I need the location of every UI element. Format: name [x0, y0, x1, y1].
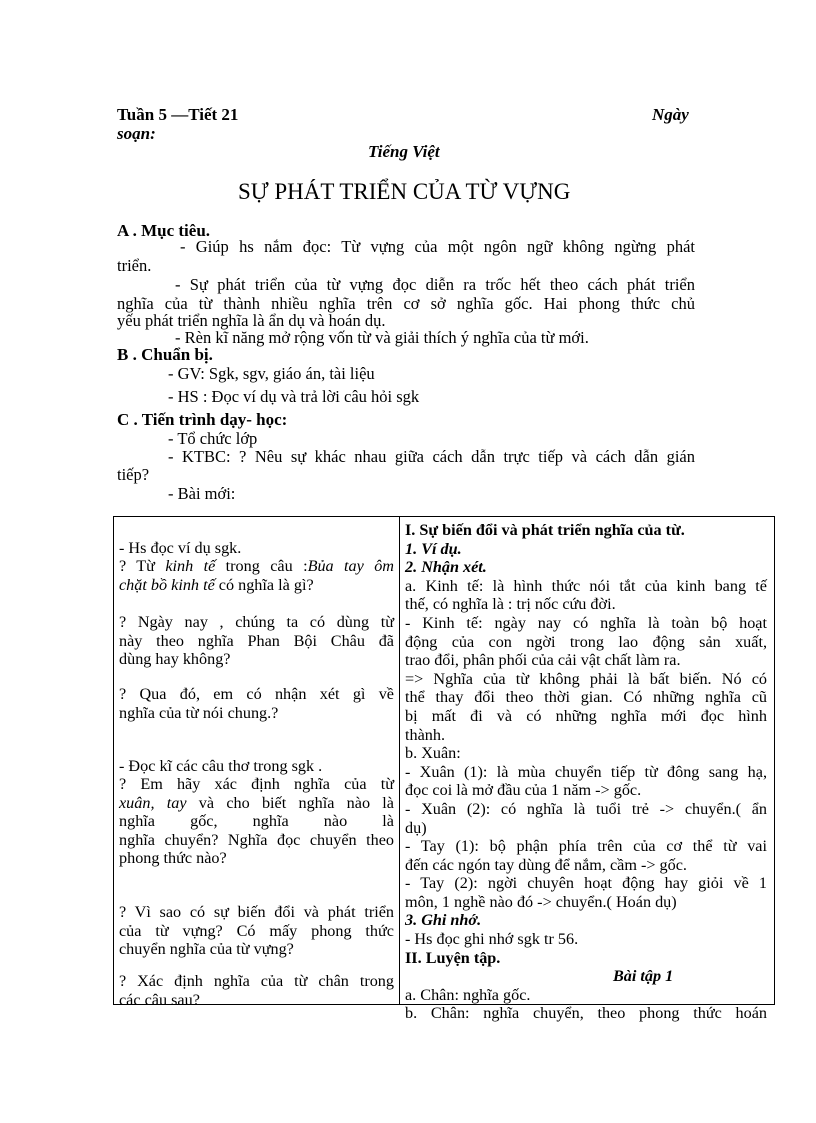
left-q8: [119, 972, 394, 1009]
exercise-title: Bài tập 1: [613, 967, 674, 986]
right-text: => Nghĩa của từ không phải là bất biến. Nó có: [405, 669, 767, 688]
section-b-heading: B . Chuẩn bị.: [117, 345, 213, 364]
left-text: chuyển nghĩa của từ vựng?: [119, 940, 294, 959]
page-title: SỰ PHÁT TRIỂN CỦA TỪ VỰNG: [238, 179, 571, 204]
left-q5: [119, 757, 394, 776]
right-text: động của con ngời trong lao động sản xuất,: [405, 632, 767, 651]
left-text: dùng hay không?: [119, 650, 231, 669]
right-sub-memo: 3. Ghi nhớ.: [405, 911, 482, 930]
q2-part: ? Từ: [119, 557, 166, 575]
right-text: - Hs đọc ghi nhớ sgk tr 56.: [405, 930, 579, 949]
left-text: này theo nghĩa Phan Bội Châu đã: [119, 631, 394, 650]
left-q6: [119, 775, 394, 868]
left-text: ? Ngày nay , chúng ta có dùng từ: [119, 613, 394, 631]
date-label: Ngày: [652, 105, 689, 124]
left-text: của từ vựng? Có mấy phong thức: [119, 921, 394, 940]
right-text: - Tay (2): ngời chuyên hoạt động hay giỏi về 1: [405, 874, 767, 893]
section-a-line: - Giúp hs nắm đọc: Từ vựng của một ngôn ngữ không ngừng phát: [180, 237, 695, 256]
right-column: [405, 521, 767, 1023]
section-a-line: - Rèn kĩ năng mở rộng vốn từ và giải thích ý nghĩa của từ mới.: [175, 328, 589, 347]
week-lesson: Tuần 5 —Tiết 21: [117, 105, 239, 124]
left-text: phong thức nào?: [119, 849, 227, 868]
section-c-line: - Bài mới:: [168, 484, 236, 503]
left-text: nghĩa gốc, nghĩa nào là: [119, 812, 394, 831]
left-q4: [119, 685, 394, 722]
q2-keyword: kinh tế: [165, 557, 216, 575]
left-text: các câu sau?: [119, 990, 200, 1009]
left-text: ? Xác định nghĩa của từ chân trong: [119, 972, 394, 990]
q2-quote: chặt bồ kinh tế: [119, 575, 215, 594]
compose-label: soạn:: [117, 124, 156, 143]
left-q3: [119, 613, 394, 669]
section-a-line: yếu phát triển nghĩa là ẩn dụ và hoán dụ.: [117, 311, 386, 330]
q2-part: có nghĩa là gì?: [214, 575, 314, 594]
lesson-table: [113, 516, 775, 1023]
section-b-line: - GV: Sgk, sgv, giáo án, tài liệu: [168, 364, 375, 383]
q6-keywords: xuân, tay: [119, 793, 187, 812]
section-a-line: - Sự phát triển của từ vựng đọc diễn ra trốc hết theo cách phát triển: [175, 275, 695, 294]
right-sub-example: 1. Ví dụ.: [405, 539, 462, 558]
section-b-line: - HS : Đọc ví dụ và trả lời câu hỏi sgk: [168, 387, 420, 406]
right-text: thế, có nghĩa là : trị nốc cứu đời.: [405, 595, 616, 614]
left-text: ? Qua đó, em có nhận xét gì về: [119, 685, 394, 703]
right-text: thành.: [405, 725, 446, 744]
left-text: ? Vì sao có sự biến đổi và phát triển: [119, 903, 394, 921]
right-text: - Xuân (1): là mùa chuyển tiếp từ đông sang hạ,: [405, 762, 767, 781]
right-text: đọc coi là mở đầu của 1 năm -> gốc.: [405, 781, 642, 800]
right-sub-remark: 2. Nhận xét.: [405, 558, 487, 577]
left-text: nghĩa chuyển? Nghĩa đọc chuyển theo: [119, 830, 394, 849]
right-text: đến các ngón tay dùng để nắm, cầm -> gốc.: [405, 855, 687, 874]
q6-part: và cho biết nghĩa nào là: [186, 793, 394, 812]
left-q2: [119, 557, 394, 594]
subject: Tiếng Việt: [368, 142, 440, 161]
right-text: b. Xuân:: [405, 744, 461, 763]
right-text: - Kinh tế: ngày nay có nghĩa là toàn bộ hoạt: [405, 613, 767, 632]
right-heading-2: II. Luyện tập.: [405, 948, 501, 967]
left-text: [119, 557, 394, 576]
q2-part: trong câu :: [215, 557, 308, 575]
section-a-line: nghĩa của từ thành nhiều nghĩa trên cơ sở nghĩa gốc. Hai phong thức chủ: [117, 294, 695, 313]
right-text: b. Chân: nghĩa chuyển, theo phong thức hoán: [405, 1004, 767, 1023]
left-text: [119, 794, 394, 813]
right-text: môn, 1 nghề nào đó -> chuyển.( Hoán dụ): [405, 892, 677, 911]
left-q1: [119, 539, 394, 558]
right-text: - Xuân (2): có nghĩa là tuổi trẻ -> chuyển.( ẩn: [405, 799, 767, 818]
section-c-line: - Tổ chức lớp: [168, 429, 258, 448]
left-text: - Đọc kĩ các câu thơ trong sgk .: [119, 757, 323, 775]
section-a-heading: A . Mục tiêu.: [117, 221, 211, 240]
right-text: trao đổi, phân phối của cải vật chất làm ra.: [405, 651, 681, 670]
left-text: ? Em hãy xác định nghĩa của từ: [119, 775, 394, 793]
q2-quote: Bủa tay ôm: [307, 557, 394, 575]
right-text: a. Kinh tế: là hình thức nói tắt của kinh bang tế: [405, 576, 767, 595]
column-divider: [399, 517, 400, 1004]
right-text: dụ): [405, 818, 427, 837]
section-c-line: - KTBC: ? Nêu sự khác nhau giữa cách dẫn trực tiếp và cách dẫn gián: [168, 447, 695, 466]
right-text: bị mất đi và có những nghĩa mới đọc hình: [405, 706, 767, 725]
left-text: - Hs đọc ví dụ sgk.: [119, 539, 242, 557]
right-text: a. Chân: nghĩa gốc.: [405, 985, 531, 1004]
right-text: - Tay (1): bộ phận phía trên của cơ thể từ vai: [405, 837, 767, 856]
right-text: thể thay đổi theo thời gian. Có những nghĩa cũ: [405, 688, 767, 707]
left-text: nghĩa của từ nói chung.?: [119, 703, 279, 722]
section-c-heading: C . Tiến trình dạy- học:: [117, 410, 288, 429]
section-c-line: tiếp?: [117, 465, 150, 484]
section-a-line: triển.: [117, 256, 152, 275]
left-text: [119, 576, 394, 595]
right-heading-1: I. Sự biến đổi và phát triển nghĩa của từ.: [405, 521, 685, 539]
left-q7: [119, 903, 394, 959]
